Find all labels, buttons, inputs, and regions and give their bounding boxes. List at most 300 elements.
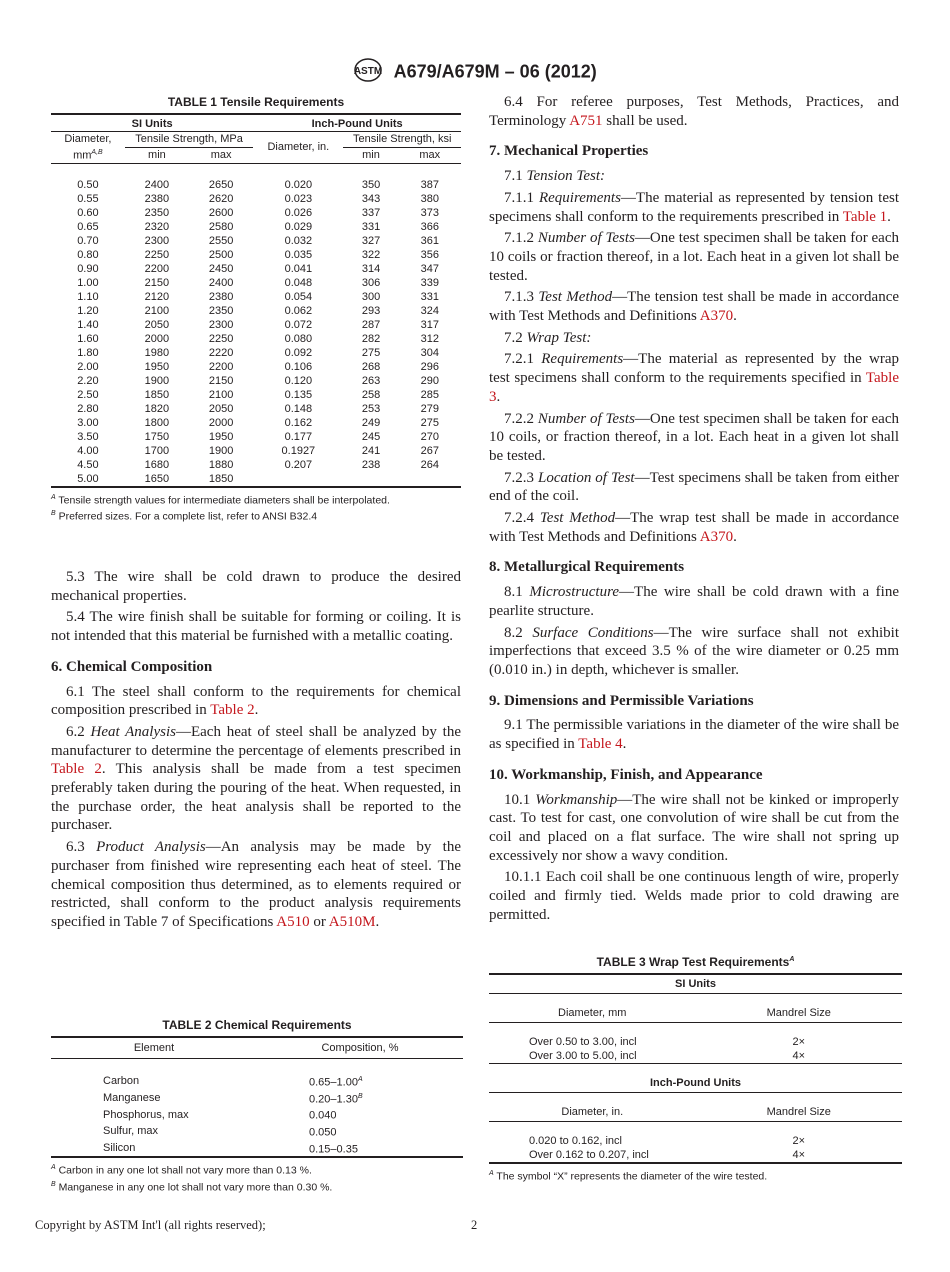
table-cell: 2050 <box>208 402 234 415</box>
text-run: —The material as represented by tension test specimens shall conform to the requirements prescribed in <box>489 189 899 225</box>
text-run: Location of Test <box>537 469 635 486</box>
paragraph <box>489 229 899 285</box>
table-cell: 1880 <box>208 458 234 471</box>
table-cell: 1900 <box>208 444 234 457</box>
table-cell: 0.50 <box>77 178 99 191</box>
table-cell: 2.50 <box>77 388 99 401</box>
paragraph <box>51 723 461 835</box>
table-cell: 331 <box>361 220 381 233</box>
table-cell: 4.50 <box>77 458 99 471</box>
mandrel-size: 4× <box>792 1149 806 1161</box>
paragraph <box>51 608 461 645</box>
table-footnote <box>51 1161 463 1178</box>
table-cell: 0.177 <box>284 430 313 443</box>
table-cell: 331 <box>420 290 439 303</box>
text-run: —One test specimen shall be taken for each 10 coils or fraction thereof, in a lot. Each heat in a given lot shall be tested. <box>489 230 899 284</box>
table-cell: 270 <box>420 430 439 443</box>
diameter-mm-header: Diameter, mm <box>558 1007 627 1019</box>
text-run: Microstructure <box>529 584 620 601</box>
table-cell: 2380 <box>144 192 170 205</box>
table-footnote <box>51 1178 463 1195</box>
composition-value <box>257 1059 463 1090</box>
text-run: 7.2 <box>504 329 527 346</box>
si-units-heading: SI Units <box>675 978 716 990</box>
paragraph <box>489 868 899 924</box>
footnote-mark: A <box>51 1164 56 1172</box>
table-row <box>51 360 461 374</box>
value-text: 0.20–1.30 <box>309 1093 358 1106</box>
composition-value <box>257 1090 463 1107</box>
text-run: . <box>254 702 259 719</box>
paragraph <box>51 683 461 720</box>
table-cell: 0.041 <box>284 262 313 275</box>
section-heading <box>51 658 461 677</box>
table-row <box>51 290 461 304</box>
table-cell: 1950 <box>208 430 234 443</box>
reference-link[interactable]: A510 <box>276 913 310 930</box>
table-cell: 0.106 <box>284 360 313 373</box>
footnote-text: Carbon in any one lot shall not vary more than 0.13 %. <box>55 1164 312 1177</box>
table-caption: TABLE 1 Tensile Requirements <box>167 95 345 109</box>
text-run: 6.3 <box>66 839 97 856</box>
paragraph <box>489 469 899 506</box>
table-cell: 2400 <box>208 276 234 289</box>
text-run: 8.1 <box>504 584 530 601</box>
table-cell: 249 <box>361 416 381 429</box>
text-run: 10.1.1 Each coil shall be one continuous length of wire, properly coiled and firmly tied. Welds made prior to cold drawing are permitted. <box>489 869 899 923</box>
text-run: 6. Chemical Composition <box>51 658 213 675</box>
footnote-ref: B <box>357 1092 363 1100</box>
value-text: 0.15–0.35 <box>309 1143 358 1156</box>
text-run: 7.2.1 <box>504 351 542 368</box>
table-row <box>51 444 461 458</box>
table-cell: 3.00 <box>77 416 99 429</box>
table-cell: 275 <box>420 416 439 429</box>
document-designation: A679/A679M – 06 (2012) <box>393 61 597 82</box>
text-run: . <box>622 736 627 753</box>
reference-link[interactable]: Table 3 <box>489 370 899 405</box>
composition-value <box>257 1106 463 1123</box>
table-cell: 0.120 <box>284 374 313 387</box>
paragraph <box>489 329 899 348</box>
text-run: 5.4 The wire finish shall be suitable for forming or coiling. It is not intended that this material be furnished with a metallic coating. <box>51 609 461 645</box>
table-1-tensile-requirements <box>51 95 461 524</box>
text-run: . <box>375 913 380 930</box>
composition-header: Composition, % <box>321 1042 399 1054</box>
min-header: min <box>148 149 166 162</box>
table-cell: 282 <box>361 332 381 345</box>
table-cell: 0.062 <box>284 304 313 317</box>
text-run: Tension Test: <box>526 168 606 185</box>
table-cell <box>253 472 343 487</box>
table-cell: 327 <box>361 234 381 247</box>
table-cell: 0.023 <box>284 192 313 205</box>
table-cell: 300 <box>361 290 381 303</box>
text-run: . <box>496 388 501 405</box>
si-units-heading: SI Units <box>51 114 253 132</box>
table-cell: 337 <box>361 206 381 219</box>
table-cell: 4.00 <box>77 444 99 457</box>
table-cell: 1.00 <box>77 276 99 289</box>
diameter-range: 0.020 to 0.162, incl <box>529 1135 622 1147</box>
table-cell: 2.80 <box>77 402 99 415</box>
table-row <box>51 206 461 220</box>
text-run: . <box>733 528 737 545</box>
table-cell: 287 <box>361 318 381 331</box>
table-cell: 0.80 <box>77 248 99 261</box>
table-cell: 2650 <box>208 178 234 191</box>
table-cell: 304 <box>420 346 439 359</box>
paragraph <box>489 624 899 680</box>
table-cell: 0.148 <box>284 402 313 415</box>
table-row <box>51 163 461 192</box>
table-cell: 2120 <box>144 290 170 303</box>
table-cell: 290 <box>420 374 439 387</box>
text-run: Product Analysis <box>96 839 206 856</box>
table-cell: 361 <box>420 234 439 247</box>
table-cell: 285 <box>420 388 439 401</box>
table-cell: 2050 <box>144 318 170 331</box>
table-cell: 1.80 <box>77 346 99 359</box>
text-run: 7.2.4 <box>504 510 540 527</box>
table-footnote <box>51 491 461 508</box>
text-run: . <box>733 308 737 325</box>
value-text: 0.040 <box>309 1109 337 1122</box>
text-run: . This analysis shall be made from a test specimen preferably taken during the pouring of the heat. When requested, in the purchase order, the heat analysis shall be reported to the purchaser. <box>51 761 461 834</box>
footnote-mark: B <box>51 510 56 518</box>
text-run: —One test specimen shall be taken for each 10 coils, or fraction thereof, in a lot. Each heat in a given lot shall be tested. <box>489 410 899 464</box>
text-run: 7.1.1 <box>504 189 539 206</box>
text-run: Test Method <box>539 510 616 527</box>
paragraph <box>489 167 899 186</box>
table-cell: 258 <box>361 388 381 401</box>
reference-link[interactable]: A370 <box>699 528 734 545</box>
paragraph <box>489 288 899 325</box>
table-cell: 1.40 <box>77 318 99 331</box>
table-row <box>51 304 461 318</box>
table-cell: 2150 <box>144 276 170 289</box>
text-run: 10.1 <box>504 791 536 808</box>
table-cell: 2100 <box>144 304 170 317</box>
table-cell: 2250 <box>208 332 234 345</box>
text-run: Number of Tests <box>537 410 635 427</box>
page-header <box>0 57 950 88</box>
table-cell: 324 <box>420 304 439 317</box>
table-cell: 296 <box>420 360 439 373</box>
text-run: 7.1.2 <box>504 230 538 247</box>
table-cell: 1750 <box>144 430 170 443</box>
table-row <box>51 220 461 234</box>
text-run: 6.4 For referee purposes, Test Methods, Practices, and Terminology <box>489 94 899 129</box>
table-cell: 2500 <box>208 248 234 261</box>
text-run: 5.3 The wire shall be cold drawn to produce the desired mechanical properties. <box>51 569 461 604</box>
table-row <box>51 416 461 430</box>
text-run: Requirements <box>541 351 624 368</box>
section-heading <box>489 142 899 161</box>
reference-link[interactable]: Table 1 <box>842 208 888 225</box>
reference-link[interactable]: Table 2 <box>210 702 255 719</box>
astm-logo-icon <box>353 57 383 88</box>
table-cell: 0.90 <box>77 262 99 275</box>
table-cell: 0.029 <box>284 220 313 233</box>
table-row <box>489 1023 902 1050</box>
table-cell: 2200 <box>144 262 170 275</box>
table-cell: 0.054 <box>284 290 313 303</box>
text-run: Heat Analysis <box>90 723 176 740</box>
footnote-text: Tensile strength values for intermediate diameters shall be interpolated. <box>55 494 390 507</box>
table-cell: 2220 <box>208 346 234 359</box>
table-row <box>51 192 461 206</box>
text-run: —An analysis may be made by the purchaser from finished wire representing each heat of steel. The chemical composition thus determined, as to elements required or restricted, shall conform to the product analysis requirements specified in Table 7 of Specifications <box>51 839 462 930</box>
footnote-ref: A <box>357 1076 363 1083</box>
text-run: 6.2 <box>66 723 91 740</box>
table-row <box>51 346 461 360</box>
paragraph <box>489 716 899 753</box>
table-cell: 0.072 <box>284 318 313 331</box>
table-cell: 263 <box>361 374 381 387</box>
text-run: 8.2 <box>504 624 533 641</box>
diameter-range: Over 0.50 to 3.00, incl <box>529 1036 637 1048</box>
text-run: Surface Conditions <box>532 624 654 641</box>
text-run: 7.1 <box>504 168 527 185</box>
text-run: 7.2.2 <box>504 410 538 427</box>
table-row <box>51 276 461 290</box>
reference-link[interactable]: A510M <box>328 913 376 930</box>
table-cell: 0.035 <box>284 248 313 261</box>
page-number: 2 <box>471 1218 478 1232</box>
table-cell: 2350 <box>208 304 234 317</box>
text-run: —The wire surface shall not exhibit imperfections that exceed 3.5 % of the wire diameter or 0.25 mm (0.010 in.) in depth, whichever is smaller. <box>489 624 899 678</box>
mandrel-size: 2× <box>792 1135 806 1147</box>
diameter-range: Over 0.162 to 0.207, incl <box>529 1149 649 1161</box>
table-cell: 387 <box>420 178 439 191</box>
table-cell: 2450 <box>208 262 234 275</box>
text-run: —The wire shall not be kinked or improperly cast. To test for cast, one convolution of wire shall be cut from the coil and placed on a flat surface. The wire shall not spring up excessively nor show a wavy condition. <box>489 791 899 864</box>
ip-units-heading: Inch-Pound Units <box>649 1077 742 1089</box>
table-row <box>51 472 461 487</box>
table-cell: 347 <box>420 262 439 275</box>
section-heading <box>489 766 899 785</box>
text-run: —Each heat of steel shall be analyzed by the manufacturer to determine the percentage of elements prescribed in <box>51 723 461 759</box>
table-cell: 275 <box>361 346 381 359</box>
table-cell: 1.60 <box>77 332 99 345</box>
footnote-text: Manganese in any one lot shall not vary more than 0.30 %. <box>55 1181 333 1194</box>
table-cell: 1700 <box>144 444 170 457</box>
table-cell: 380 <box>420 192 439 205</box>
table-cell: 0.080 <box>284 332 313 345</box>
text-run: 7.1.3 <box>504 289 539 306</box>
paragraph <box>489 189 899 226</box>
table-cell: 238 <box>361 458 381 471</box>
table-cell: 2.20 <box>77 374 99 387</box>
text-run: 7. Mechanical Properties <box>489 143 649 160</box>
text-run: Requirements <box>538 189 621 206</box>
table-cell: 0.207 <box>284 458 313 471</box>
table-row <box>489 1148 902 1163</box>
table-cell: 366 <box>420 220 439 233</box>
table-cell: 314 <box>361 262 381 275</box>
table-cell: 1820 <box>144 402 170 415</box>
table-cell: 2380 <box>208 290 234 303</box>
element-name: Carbon <box>103 1075 140 1088</box>
paragraph <box>489 410 899 466</box>
reference-link[interactable]: Table 4 <box>578 736 623 753</box>
table-cell: 2620 <box>208 192 234 205</box>
table-cell: 2550 <box>208 234 234 247</box>
paragraph <box>51 838 461 932</box>
mandrel-size: 4× <box>792 1050 806 1062</box>
table-cell: 2300 <box>144 234 170 247</box>
element-name: Sulfur, max <box>103 1125 159 1138</box>
mandrel-size-header: Mandrel Size <box>766 1106 831 1118</box>
table-cell: 3.50 <box>77 430 99 443</box>
table-row <box>51 388 461 402</box>
svg-text:ASTM: ASTM <box>354 66 383 77</box>
table-cell: 1850 <box>208 472 234 485</box>
table-row <box>51 1090 463 1107</box>
table-cell: 2400 <box>144 178 170 191</box>
table-row <box>51 1140 463 1158</box>
table-cell: 264 <box>420 458 439 471</box>
table-row <box>51 374 461 388</box>
composition-value <box>257 1123 463 1140</box>
text-run: 10. Workmanship, Finish, and Appearance <box>489 766 763 783</box>
diameter-mm-header: Diameter, $mm^{A,B}$ <box>64 133 112 162</box>
table-footnote <box>51 507 461 524</box>
section-heading <box>489 558 899 577</box>
table-cell: 5.00 <box>77 472 99 485</box>
table-cell: 0.60 <box>77 206 99 219</box>
table-cell: 268 <box>361 360 381 373</box>
footnote-text: Preferred sizes. For a complete list, refer to ANSI B32.4 <box>55 510 318 523</box>
tensile-ksi-header: Tensile Strength, ksi <box>343 132 461 148</box>
diameter-in-header: Diameter, in. <box>267 141 330 154</box>
table-footnote: $^A$ The symbol “X” represents the diameter of the wire tested. <box>489 1170 768 1183</box>
table-cell: 317 <box>420 318 439 331</box>
table-row <box>51 1106 463 1123</box>
text-run: Workmanship <box>535 791 618 808</box>
table-cell: 350 <box>361 178 381 191</box>
text-run: Test Method <box>538 289 613 306</box>
footnote-mark: B <box>51 1180 56 1188</box>
table-cell: 0.048 <box>284 276 313 289</box>
reference-link[interactable]: A370 <box>699 308 734 325</box>
table-row <box>51 402 461 416</box>
table-cell: 0.020 <box>284 178 313 191</box>
table-cell: 1950 <box>144 360 170 373</box>
table-cell: 1650 <box>144 472 170 485</box>
paragraph <box>51 568 461 605</box>
copyright-notice: Copyright by ASTM Int'l (all rights reserved); <box>35 1218 266 1232</box>
table-cell: 322 <box>361 248 381 261</box>
table-row <box>51 234 461 248</box>
text-run: 9.1 The permissible variations in the diameter of the wire shall be as specified in <box>489 717 899 753</box>
table-cell: 0.135 <box>284 388 313 401</box>
table-cell: 339 <box>420 276 439 289</box>
diameter-in-header: Diameter, in. <box>561 1106 624 1118</box>
table-cell: 2000 <box>208 416 234 429</box>
table-row <box>51 332 461 346</box>
table-cell: 1.20 <box>77 304 99 317</box>
table-cell: 2600 <box>208 206 234 219</box>
table-cell: 1980 <box>144 346 170 359</box>
text-run: 7.2.3 <box>504 469 538 486</box>
table-cell: 1680 <box>144 458 170 471</box>
table-row <box>489 1049 902 1064</box>
table-cell: 293 <box>361 304 381 317</box>
paragraph <box>489 350 899 406</box>
reference-link[interactable]: A751 <box>569 112 603 129</box>
table-row <box>489 1122 902 1149</box>
paragraph <box>489 583 899 620</box>
table-row <box>51 1059 463 1090</box>
table-cell: 1900 <box>144 374 170 387</box>
table-cell: 373 <box>420 206 439 219</box>
table-row <box>51 430 461 444</box>
text-run: 6.1 The steel shall conform to the requirements for chemical composition prescribed in <box>51 683 461 719</box>
table-row <box>51 458 461 472</box>
table-cell: 2.00 <box>77 360 99 373</box>
table-cell: 0.1927 <box>281 444 316 457</box>
table-cell: 2350 <box>144 206 170 219</box>
table-2-chemical-requirements <box>51 1018 463 1194</box>
text-run: or <box>309 913 329 930</box>
diameter-range: Over 3.00 to 5.00, incl <box>529 1050 637 1062</box>
table-cell: 1.10 <box>77 290 99 303</box>
table-row <box>51 1123 463 1140</box>
table-row <box>51 262 461 276</box>
table-cell: 0.65 <box>77 220 99 233</box>
paragraph <box>489 93 899 130</box>
mandrel-size-header: Mandrel Size <box>766 1007 831 1019</box>
left-column-text <box>51 568 461 935</box>
table-cell: 267 <box>420 444 439 457</box>
value-text: 0.050 <box>309 1126 337 1139</box>
element-name: Manganese <box>103 1091 161 1104</box>
value-text: 0.65–1.00 <box>309 1076 358 1089</box>
table-cell: 2300 <box>208 318 234 331</box>
table-cell: 2580 <box>208 220 234 233</box>
table-cell: 2000 <box>144 332 170 345</box>
element-name: Phosphorus, max <box>103 1108 189 1121</box>
table-cell: 253 <box>361 402 381 415</box>
table-cell: 0.032 <box>284 234 313 247</box>
text-run: —The wire shall be cold drawn with a fine pearlite structure. <box>489 584 900 619</box>
table-cell: 0.55 <box>77 192 99 205</box>
table-cell: 241 <box>361 444 381 457</box>
table-row <box>51 318 461 332</box>
text-run: —The material as represented by the wrap test specimens shall conform to the requirements specified in <box>489 351 900 387</box>
table-row <box>51 248 461 262</box>
text-run: —The wrap test shall be made in accordance with Test Methods and Definitions <box>489 510 900 545</box>
element-header: Element <box>133 1042 175 1054</box>
text-run: 9. Dimensions and Permissible Variations <box>489 692 754 709</box>
text-run: Wrap Test: <box>526 329 592 346</box>
table-cell: 0.162 <box>284 416 313 429</box>
table-cell: 312 <box>420 332 439 345</box>
table-3-wrap-test-requirements <box>489 955 902 1184</box>
table-cell: 306 <box>361 276 381 289</box>
table-cell <box>343 472 398 487</box>
table-cell: 343 <box>361 192 381 205</box>
section-heading <box>489 692 899 711</box>
element-name: Silicon <box>103 1141 136 1154</box>
table-caption: TABLE 2 Chemical Requirements <box>162 1018 352 1032</box>
footnote-mark: A <box>51 493 56 501</box>
reference-link[interactable]: Table 2 <box>51 761 102 778</box>
table-cell: 2320 <box>144 220 170 233</box>
composition-value <box>257 1140 463 1158</box>
